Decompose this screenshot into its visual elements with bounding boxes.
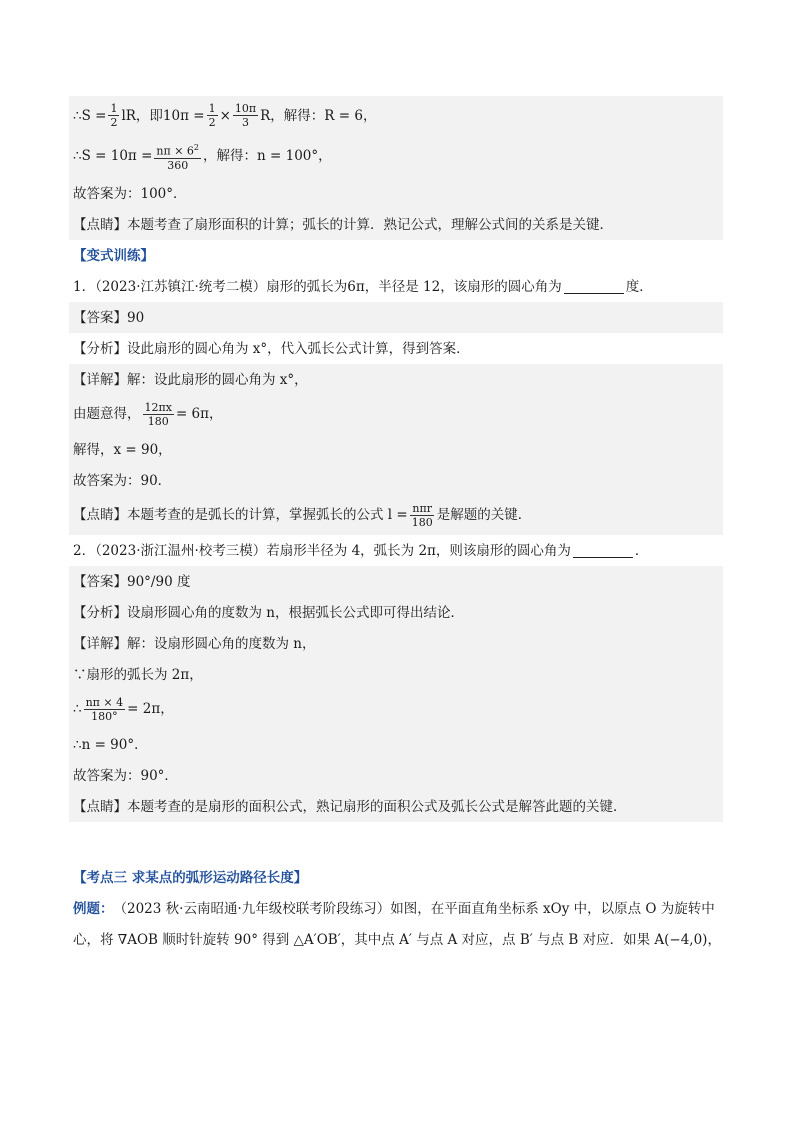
- fraction-half-2: $\frac{1}{2}$: [208, 102, 216, 129]
- q2-n: ∴n = 90°．: [69, 729, 723, 760]
- variant-heading: 【变式训练】: [73, 247, 154, 264]
- q1-equation: 由题意得， $\frac{12\pi x}{180}$ = 6π，: [69, 395, 723, 434]
- section3-heading: 【考点三 求某点的弧形运动路径长度】: [73, 869, 308, 886]
- fraction-10pi-3: $\frac{10\pi}{3}$: [234, 102, 257, 129]
- fraction-half: $\frac{1}{2}$: [110, 102, 118, 129]
- q2-equation: ∴ $\frac{n\pi \times 4}{180^\circ}$ = 2π，: [69, 690, 723, 729]
- fraction-q1: $\frac{12\pi x}{180}$: [144, 400, 172, 428]
- answer-blank: [564, 279, 624, 294]
- fraction-q2: $\frac{n\pi \times 4}{180^\circ}$: [85, 695, 124, 723]
- text: lR，即10π =: [121, 107, 205, 124]
- q1-final: 故答案为：90．: [69, 465, 723, 496]
- q2-because: ∵扇形的弧长为 2π，: [69, 659, 723, 690]
- text: R，解得：R = 6，: [260, 107, 377, 124]
- example-line2: 心，将 ∇AOB 顺时针旋转 90° 得到 △A′OB′，其中点 A′ 与点 A 对应，点 B′ 与点 B 对应．如果 A(−4,0)，: [73, 931, 721, 948]
- key-tag: 【点睛】: [73, 216, 127, 233]
- q1-key: 【点睛】 本题考查的是弧长的计算，掌握弧长的公式 l = $\frac{\text{nπr}}{180}$ 是解题的关键．: [69, 496, 723, 535]
- q2-final: 故答案为：90°．: [69, 760, 723, 791]
- q1-detail: 【详解】 解：设此扇形的圆心角为 x°，: [69, 364, 723, 395]
- sol1-line1: ∴S = $\frac{1}{2}$ lR，即10π = $\frac{1}{2}$ × $\frac{10\pi}{3}$ R，解得：R = 6，: [69, 96, 723, 135]
- q1-stem: 1．（2023·江苏镇江·统考二模）扇形的弧长为6π，半径是 12，该扇形的圆心角为 度．: [73, 278, 653, 295]
- q2-stem: 2．（2023·浙江温州·校考三模）若扇形半径为 4，弧长为 2π，则该扇形的圆心角为 ．: [73, 542, 649, 559]
- document-page: [69, 96, 723, 955]
- fraction-arc-length: $\frac{\text{nπr}}{180}$: [411, 501, 433, 529]
- spacer: [69, 822, 723, 862]
- fraction-sector-area: $\frac{n\pi \times 6^2}{360}$: [156, 143, 200, 172]
- sol1-line3: 故答案为：100°．: [69, 178, 723, 209]
- text: ∴S =: [73, 107, 107, 124]
- sol1-key: 【点睛】 本题考查了扇形面积的计算；弧长的计算．熟记公式，理解公式间的关系是关键．: [69, 209, 723, 240]
- q1-analysis: 【分析】 设此扇形的圆心角为 x°，代入弧长公式计算，得到答案．: [73, 340, 470, 357]
- q1-solve: 解得，x = 90，: [69, 434, 723, 465]
- sol1-line2: ∴S = 10π = $\frac{n\pi \times 6^2}{360}$ ，解得：n = 100°，: [69, 135, 723, 178]
- q2-key: 【点睛】 本题考查的是扇形的面积公式，熟记扇形的面积公式及弧长公式是解答此题的关键．: [69, 791, 723, 822]
- q2-answer: 【答案】 90°/90 度: [69, 566, 723, 597]
- q2-analysis: 【分析】 设扇形圆心角的度数为 n，根据弧长公式即可得出结论．: [69, 597, 723, 628]
- q1-answer: 【答案】 90: [69, 302, 723, 333]
- q2-detail: 【详解】 解：设扇形圆心角的度数为 n，: [69, 628, 723, 659]
- example-line1: 例题： （2023 秋·云南昭通·九年级校联考阶段练习）如图，在平面直角坐标系 xOy 中，以原点 O 为旋转中: [73, 900, 715, 917]
- answer-blank: [573, 543, 633, 558]
